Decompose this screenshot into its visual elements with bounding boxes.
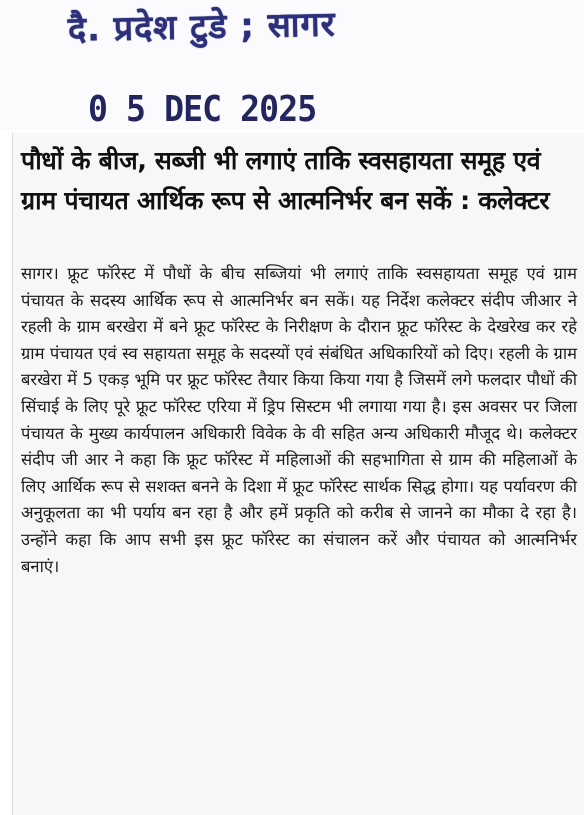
article-headline: पौधों के बीज, सब्जी भी लगाएं ताकि स्वसहायता समूह एवं ग्राम पंचायत आर्थिक रूप से आत्मनिर्भर बन सकें : कलेक्टर [21,146,550,215]
date-stamp: 0 5 DEC 2025 [88,89,317,130]
stamp-area [0,0,584,130]
newspaper-name-stamp: दै. प्रदेश टुडे ; सागर [67,4,336,50]
article-body: सागर। फ्रूट फॉरेस्ट में पौधों के बीच सब्जियां भी लगाएं ताकि स्वसहायता समूह एवं ग्राम पंचायत के सदस्य आर्थिक रूप से आत्मनिर्भर बन सकें। यह निर्देश कलेक्टर संदीप जीआर ने रहली के ग्राम बरखेरा में बने फ्रूट फॉरेस्ट के निरीक्षण के दौरान फ्रूट फॉरेस्ट के देखरेख कर रहे ग्राम पंचायत एवं स्व सहायता समूह के सदस्यों एवं संबंधित अधिकारियों को दिए। रहली के ग्राम बरखेरा में 5 एकड़ भूमि पर फ्रूट फॉरेस्ट तैयार किया किया गया है जिसमें लगे फलदार पौधों की सिंचाई के लिए पूरे फ्रूट फॉरेस्ट एरिया में ड्रिप सिस्टम भी लगाया गया है। इस अवसर पर जिला पंचायत के मुख्य कार्यपालन अधिकारी विवेक के वी सहित अन्य अधिकारी मौजूद थे। कलेक्टर संदीप जी आर ने कहा कि फ्रूट फॉरेस्ट में महिलाओं की सहभागिता से ग्राम की महिलाओं के लिए आर्थिक रूप से सशक्त बनने के दिशा में फ्रूट फॉरेस्ट सार्थक सिद्ध होगा। यह पर्यावरण की अनुकूलता का भी पर्याय बन रहा है और हमें प्रकृति को करीब से जानने का मौका दे रहा है। उन्होंने कहा कि आप सभी इस फ्रूट फॉरेस्ट का संचालन करें और पंचायत को आत्मनिर्भर बनाएं। [21,264,577,576]
newspaper-clipping [12,133,584,815]
